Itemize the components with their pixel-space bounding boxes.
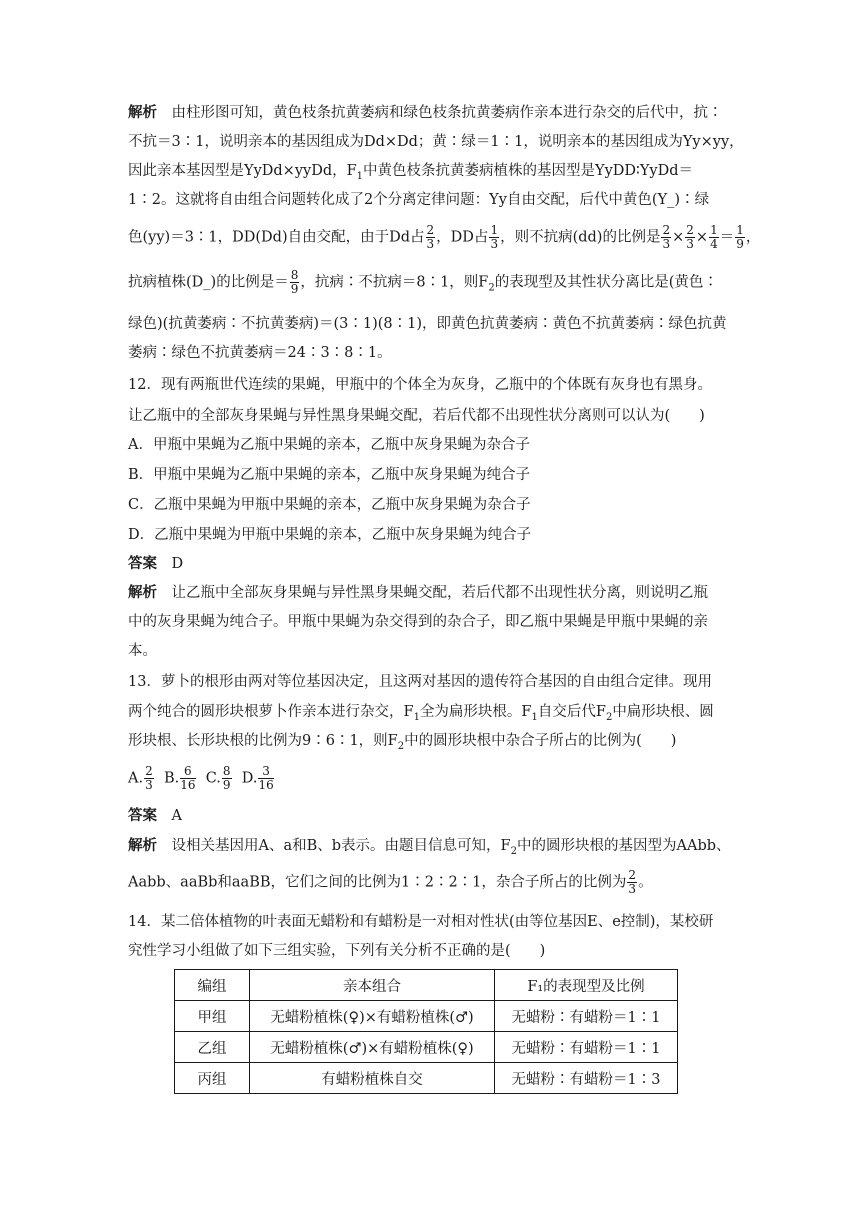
explanation-line: [128, 161, 693, 187]
option-c: [128, 495, 531, 515]
text: ，DD占: [436, 229, 489, 246]
text: 萎病∶绿色不抗黄萎病＝24∶3∶8∶1。: [128, 345, 392, 361]
text: D．乙瓶中果蝇为甲瓶中果蝇的亲本，乙瓶中灰身果蝇为纯合子: [128, 527, 532, 543]
text: 形块根、长形块根的比例为9∶6∶1，则F: [128, 733, 398, 749]
text: 因此亲本基因型是YyDd×yyDd，F: [128, 163, 357, 179]
denominator: 9: [222, 778, 231, 792]
answer-line: [128, 554, 183, 574]
subscript: 1: [413, 711, 420, 723]
table-row: [175, 1063, 678, 1094]
table-header-cell: 编组: [175, 970, 250, 1001]
text: 1∶2。这就将自由组合问题转化成了2个分离定律问题：Yy自由交配，后代中黄色(Y_)∶绿: [128, 192, 710, 208]
table-row: [175, 1032, 678, 1063]
text: Aabb、aaBb和aaBB，它们之间的比例为1∶2∶2∶1，杂合子所占的比例为: [128, 874, 627, 891]
text: ，抗病∶不抗病＝8∶1，则F: [300, 274, 489, 291]
numerator: 6: [180, 765, 195, 779]
fraction: [661, 224, 671, 251]
text: 全为扁形块根。F: [419, 704, 532, 720]
subscript: 2: [605, 711, 613, 723]
table-header-row: [175, 970, 678, 1001]
text: 。: [638, 874, 653, 891]
explanation-line: [128, 103, 723, 123]
denominator: 9: [736, 237, 744, 251]
text: A．甲瓶中果蝇为乙瓶中果蝇的亲本，乙瓶中灰身果蝇为杂合子: [128, 437, 530, 453]
subscript: 2: [397, 740, 405, 752]
experiment-table: [174, 969, 678, 1094]
table-cell: 乙组: [175, 1032, 250, 1063]
text: 让乙瓶中的全部灰身果蝇与异性黑身果蝇交配，若后代都不出现性状分离则可以认为( ): [128, 408, 705, 424]
text: 中黄色枝条抗黄萎病植株的基因型是YyDD∶YyDd＝: [363, 163, 694, 179]
explanation-label: 解析: [128, 585, 157, 601]
explanation-line: [128, 343, 392, 363]
fraction: [290, 269, 300, 296]
denominator: 3: [662, 237, 671, 251]
answer-label: 答案: [128, 556, 157, 572]
question-13-stem: [128, 672, 712, 692]
numerator: 2: [426, 223, 435, 237]
text: B．甲瓶中果蝇为乙瓶中果蝇的亲本，乙瓶中灰身果蝇为纯合子: [128, 467, 531, 483]
option-b: [128, 465, 530, 485]
numerator: 2: [686, 223, 694, 237]
fraction: [222, 765, 232, 792]
question-14-stem: [128, 941, 545, 961]
text: C．乙瓶中果蝇为甲瓶中果蝇的亲本，乙瓶中灰身果蝇为杂合子: [128, 497, 531, 513]
text: 两个纯合的圆形块根萝卜作亲本进行杂交，F: [128, 704, 414, 720]
numerator: 8: [290, 268, 299, 282]
denominator: 16: [258, 778, 274, 792]
question-13-options: [128, 765, 275, 792]
question-13-stem: [128, 702, 714, 728]
answer-label: 答案: [128, 808, 157, 824]
explanation-line: [128, 869, 653, 896]
denominator: 3: [686, 237, 694, 251]
explanation-line: [128, 836, 731, 862]
explanation-line: [128, 612, 708, 632]
table-cell: 甲组: [175, 1001, 250, 1032]
text: 本。: [128, 643, 157, 659]
answer-value: A: [171, 808, 182, 824]
fraction: [258, 765, 273, 792]
question-12-stem: [128, 375, 712, 395]
denominator: 9: [290, 282, 299, 296]
explanation-line: [128, 224, 760, 251]
numerator: 2: [145, 764, 153, 778]
text: 不抗＝3∶1，说明亲本的基因组成为Dd×Dd；黄∶绿＝1∶1，说明亲本的基因组成为Yy×yy，: [128, 134, 744, 150]
numerator: 3: [258, 765, 273, 779]
operator: ×: [695, 229, 709, 246]
option-c-label: C.: [205, 770, 221, 787]
subscript: 1: [531, 711, 538, 723]
denominator: 3: [145, 778, 153, 792]
text: 中的圆形块根中杂合子所占的比例为( ): [404, 733, 677, 749]
operator: ＝: [719, 229, 735, 246]
denominator: 3: [628, 882, 637, 896]
text: 12．现有两瓶世代连续的果蝇，甲瓶中的个体全为灰身，乙瓶中的个体既有灰身也有黑身。: [128, 377, 712, 393]
text: 中的圆形块根的基因型为AAbb、: [517, 838, 731, 854]
fraction: [426, 224, 436, 251]
table-cell: 无蜡粉∶有蜡粉＝1∶1: [495, 1001, 678, 1032]
option-b-label: B.: [163, 770, 180, 787]
subscript: 2: [488, 282, 495, 294]
table-cell: 丙组: [175, 1063, 250, 1094]
table-cell: 有蜡粉植株自交: [250, 1063, 495, 1094]
text: 究性学习小组做了如下三组实验，下列有关分析不正确的是( ): [128, 943, 546, 959]
numerator: 1: [710, 223, 718, 237]
numerator: 1: [490, 223, 499, 237]
option-d-label: D.: [241, 770, 258, 787]
text: ，则不抗病(dd)的比例是: [500, 229, 661, 246]
fraction: [144, 765, 154, 792]
numerator: 8: [222, 764, 231, 778]
text: 自交后代F: [537, 704, 606, 720]
table-header-cell: 亲本组合: [250, 970, 495, 1001]
operator: ×: [672, 229, 685, 246]
explanation-label: 解析: [128, 105, 157, 121]
denominator: 3: [426, 237, 435, 251]
explanation-line: [128, 314, 727, 334]
fraction: [735, 224, 745, 251]
option-a-label: A.: [128, 770, 144, 787]
text: 设相关基因用A、a和B、b表示。由题目信息可知，F: [171, 838, 511, 854]
fraction: [180, 765, 195, 792]
text: 14．某二倍体植物的叶表面无蜡粉和有蜡粉是一对相对性状(由等位基因E、e控制)，某校研: [128, 914, 714, 930]
table-cell: 无蜡粉植株(♀)×有蜡粉植株(♂): [250, 1001, 495, 1032]
explanation-line: [128, 641, 157, 661]
table-row: [175, 1001, 678, 1032]
numerator: 2: [662, 223, 671, 237]
text: 抗病植株(D_)的比例是＝: [128, 274, 289, 291]
subscript: 2: [510, 845, 517, 857]
answer-value: D: [171, 556, 184, 572]
text: 由柱形图可知，黄色枝条抗黄萎病和绿色枝条抗黄萎病作亲本进行杂交的后代中，抗∶: [171, 105, 723, 121]
fraction: [685, 224, 695, 251]
fraction: [709, 224, 719, 251]
text: 让乙瓶中全部灰身果蝇与异性黑身果蝇交配，若后代都不出现性状分离，则说明乙瓶: [171, 585, 708, 601]
question-12-stem: [128, 406, 705, 426]
explanation-label: 解析: [128, 838, 157, 854]
subscript: 1: [356, 170, 364, 182]
denominator: 16: [180, 778, 196, 792]
explanation-line: [128, 269, 718, 298]
question-14-stem: [128, 912, 713, 932]
question-13-stem: [128, 731, 676, 757]
table-header-cell: F₁的表现型及比例: [495, 970, 678, 1001]
numerator: 2: [628, 868, 637, 882]
option-d: [128, 525, 531, 545]
answer-line: [128, 806, 182, 826]
table-cell: 无蜡粉∶有蜡粉＝1∶3: [495, 1063, 678, 1094]
fraction: [489, 224, 499, 251]
numerator: 1: [736, 223, 744, 237]
table-cell: 无蜡粉∶有蜡粉＝1∶1: [495, 1032, 678, 1063]
denominator: 3: [490, 237, 499, 251]
text: 的表现型及其性状分离比是(黄色∶: [494, 274, 718, 291]
explanation-line: [128, 583, 708, 603]
text: 中扁形块根、圆: [612, 704, 714, 720]
denominator: 4: [710, 237, 718, 251]
text: 13．萝卜的根形由两对等位基因决定，且这两对基因的遗传符合基因的自由组合定律。现用: [128, 674, 712, 690]
text: 绿色)(抗黄萎病∶不抗黄萎病)＝(3∶1)(8∶1)，即黄色抗黄萎病∶黄色不抗黄萎病∶绿色抗黄: [128, 316, 727, 332]
explanation-line: [128, 190, 709, 210]
fraction: [627, 869, 637, 896]
text: 中的灰身果蝇为纯合子。甲瓶中果蝇为杂交得到的杂合子，即乙瓶中果蝇是甲瓶中果蝇的亲: [128, 614, 708, 630]
table-cell: 无蜡粉植株(♂)×有蜡粉植株(♀): [250, 1032, 495, 1063]
text: 色(yy)＝3∶1，DD(Dd)自由交配，由于Dd占: [128, 229, 425, 246]
operator: ，: [745, 229, 761, 246]
option-a: [128, 435, 530, 455]
explanation-line: [128, 132, 744, 152]
